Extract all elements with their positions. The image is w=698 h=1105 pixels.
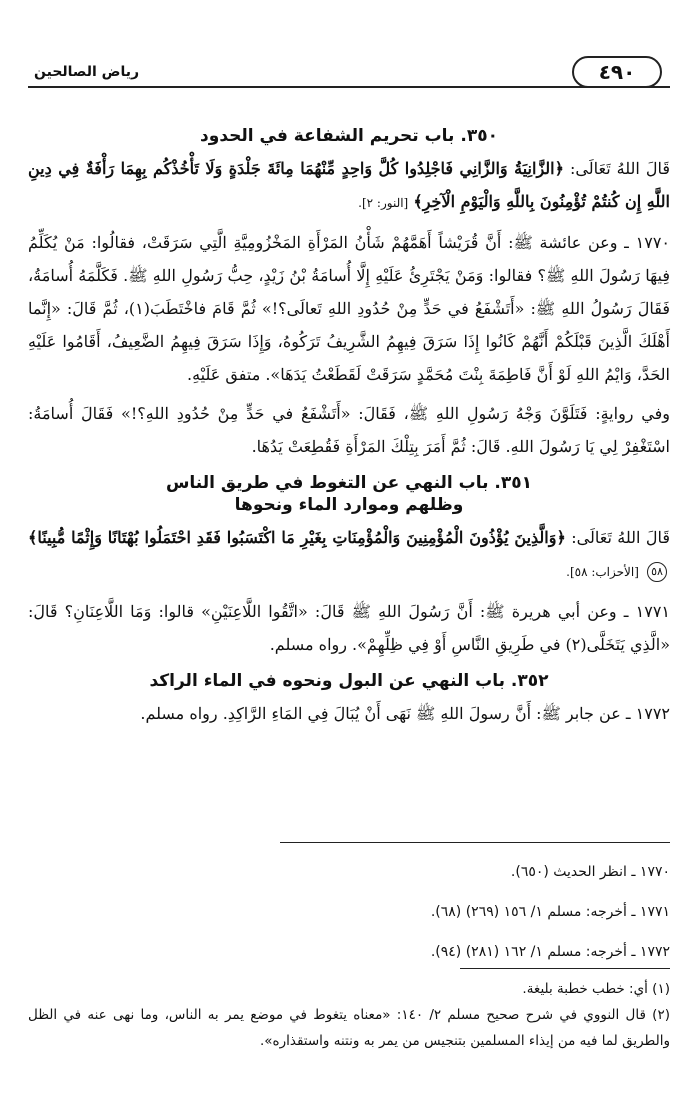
hadith-1771 <box>28 595 670 661</box>
hadith-text: ـ وعن أبي هريرة ﷺ: أَنَّ رَسُولَ اللهِ ﷺ قَالَ: «اتَّقُوا اللَّاعِنَيْنِ» قالوا: وَمَا اللَّاعِنَانِ؟ قَالَ: «الَّذِي يَتَخَلَّى(٢) في طَرِيقِ النَّاسِ أَوْ فِي ظِلِّهِمْ». رواه مسلم. <box>28 602 670 654</box>
quran-ref: [الأحزاب: ٥٨]. <box>566 565 639 579</box>
hadith-text: ـ وعن عائشة ﷺ: أَنَّ قُرَيْشاً أَهَمَّهُمْ شَأْنُ المَرْأَةِ المَخْزُومِيَّةِ الَّتِي سَرَقَتْ، فقالُوا: مَنْ يُكَلِّمُ فِيهَا رَسُولَ اللهِ ﷺ؟ فقالوا: وَمَنْ يَجْتَرِئُ عَلَيْهِ إِلَّا أُسامَةُ بْنُ زَيْدٍ، حِبُّ رَسُولِ اللهِ ﷺ. فَكَلَّمَهُ أُسامَةُ، فَقَالَ رَسُولُ اللهِ ﷺ: «أَتَشْفَعُ في حَدٍّ مِنْ حُدُودِ اللهِ تَعالَى؟!» ثُمَّ قَامَ فاخْتَطَبَ(١)، ثُمَّ قَالَ: «إِنَّما أَهْلَكَ الَّذِينَ قَبْلَكُمْ أَنَّهُمْ كَانُوا إِذَا سَرَقَ فِيهِمُ الشَّرِيفُ تَرَكُوهُ، وَإِذَا سَرَقَ فِيهِمُ الضَّعِيفُ، أَقَامُوا عَلَيْهِ الحَدَّ، وَايْمُ اللهِ لَوْ أَنَّ فَاطِمَةَ بِنْتَ مُحَمَّدٍ سَرَقَتْ لَقَطَعْتُ يَدَهَا». متفق عَلَيْهِ. <box>28 233 671 384</box>
takhrij-note: ١٧٧٠ ـ انظر الحديث (٦٥٠). <box>510 864 670 880</box>
footnote-rule <box>460 968 670 969</box>
footnotes <box>28 976 670 1054</box>
ayah-number-marker: ٥٨ <box>647 562 667 582</box>
page-header <box>28 56 670 96</box>
takhrij-rule <box>280 842 670 843</box>
footnote: (١) أي: خطب خطبة بليغة. <box>522 981 670 997</box>
quran-text: ﴿وَالَّذِينَ يُؤْذُونَ الْمُؤْمِنِينَ وَالْمُؤْمِنَاتِ بِغَيْرِ مَا اكْتَسَبُوا فَقَدِ احْتَمَلُوا بُهْتَانًا وَإِثْمًا مُّبِينًا﴾ <box>28 528 566 547</box>
quran-verse-351 <box>28 521 670 589</box>
quran-verse-350 <box>28 152 670 220</box>
page-number: ٤٩٠ <box>572 56 662 88</box>
book-title: رياض الصالحين <box>34 64 140 80</box>
takhrij-note: ١٧٧١ ـ أخرجه: مسلم ١/ ١٥٦ (٢٦٩) (٦٨). <box>430 904 670 920</box>
hadith-1770 <box>28 226 670 391</box>
hadith-variant: وفي روايةٍ: فَتَلَوَّنَ وَجْهُ رَسُولِ اللهِ ﷺ، فَقَالَ: «أَتَشْفَعُ في حَدٍّ مِنْ حُدُودِ اللهِ؟!» فَقَالَ أُسامَةُ: اسْتَغْفِرْ لِي يَا رَسُولَ اللهِ. قَالَ: ثُمَّ أَمَرَ بِتِلْكَ المَرْأَةِ فَقُطِعَتْ يَدُهَا. <box>28 404 670 456</box>
hadith-number: ١٧٧٢ <box>635 704 670 723</box>
hadith-number: ١٧٧٠ <box>635 233 670 252</box>
quran-intro: قَالَ اللهُ تَعَالَى: <box>570 159 671 178</box>
footnote: (٢) قال النووي في شرح صحيح مسلم ٢/ ١٤٠: «معناه يتغوط في موضع يمر به الناس، وما نهى عنه في الظل والطريق لما فيه من إيذاء المسلمين بتنجيس من يمر به ونتنه واستقذاره». <box>28 1007 670 1049</box>
hadith-text: ـ عن جابر ﷺ: أَنَّ رسولَ اللهِ ﷺ نَهَى أَنْ يُبَالَ فِي المَاءِ الرَّاكِدِ. رواه مسلم. <box>140 704 631 723</box>
chapter-heading-352: ٣٥٢. باب النهي عن البول ونحوه في الماء الراكد <box>149 671 549 691</box>
header-rule <box>28 86 670 88</box>
quran-intro: قَالَ اللهُ تَعَالَى: <box>571 528 670 547</box>
takhrij-note: ١٧٧٢ ـ أخرجه: مسلم ١/ ١٦٢ (٢٨١) (٩٤). <box>430 944 670 960</box>
hadith-1772 <box>28 697 670 730</box>
chapter-heading-351: ٣٥١. باب النهي عن التغوط في طريق الناس <box>165 473 533 493</box>
takhrij-notes <box>28 852 670 972</box>
chapter-heading-351-line2: وظلهم وموارد الماء ونحوها <box>234 495 464 515</box>
hadith-number: ١٧٧١ <box>635 602 670 621</box>
chapter-heading-350: ٣٥٠. باب تحريم الشفاعة في الحدود <box>200 126 498 146</box>
quran-ref: [النور: ٢]. <box>358 196 409 210</box>
quran-text: ﴿الزَّانِيَةُ وَالزَّانِي فَاجْلِدُوا كُلَّ وَاحِدٍ مِّنْهُمَا مِائَةَ جَلْدَةٍ وَلَا تَأْخُذْكُم بِهِمَا رَأْفَةٌ فِي دِينِ اللَّهِ إِن كُنتُمْ تُؤْمِنُونَ بِاللَّهِ وَالْيَوْمِ الْآخِرِ﴾ <box>28 159 670 211</box>
page-body <box>28 116 670 736</box>
